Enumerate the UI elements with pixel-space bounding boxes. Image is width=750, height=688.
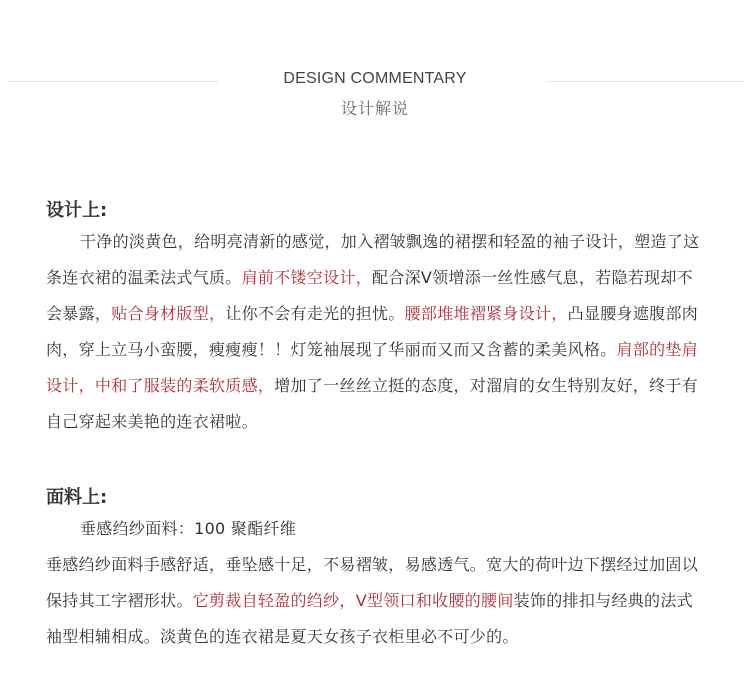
design-highlight-4: 肩部的垫肩设计，中和了服装的柔软质感， (46, 340, 699, 395)
header-title-en: DESIGN COMMENTARY (283, 70, 467, 87)
design-text-5: 增加了一丝丝立挺的态度，对溜肩的女生特别友好，终于有自己穿起来美艳的连衣裙啦。 (46, 376, 699, 431)
fabric-paragraph (46, 547, 706, 655)
design-highlight-2: 贴合身材版型， (111, 304, 226, 323)
fabric-text-2: 装饰的排扣与经典的法式袖型相辅相成。淡黄色的连衣裙是夏天女孩子衣柜里必不可少的。 (46, 591, 693, 646)
header-title-cn: 设计解说 (340, 99, 409, 118)
fabric-text-1: 垂感绉纱面料手感舒适，垂坠感十足，不易褶皱，易感透气。宽大的荷叶边下摆经过加固以保持其工字褶形状。 (46, 555, 699, 610)
design-text-1: 干净的淡黄色，给明亮清新的感觉，加入褶皱飘逸的裙摆和轻盈的袖子设计，塑造了这条连衣裙的温柔法式气质。 (46, 232, 700, 287)
design-paragraph (46, 224, 706, 440)
design-text-3: 让你不会有走光的担忧。 (225, 304, 405, 323)
design-text-4: 凸显腰身遮腹部肉肉，穿上立马小蛮腰，瘦瘦瘦！！灯笼袖展现了华丽而又而又含蓄的柔美风格。 (46, 304, 699, 359)
fabric-section-title: 面料上: (46, 487, 108, 508)
fabric-composition: 垂感绉纱面料：100 聚酯纤维 (80, 519, 297, 538)
design-section-title: 设计上: (46, 200, 108, 221)
design-highlight-3: 腰部堆堆褶紧身设计， (404, 304, 568, 323)
fabric-highlight-1: 它剪裁自轻盈的绉纱，V型领口和收腰的腰间 (192, 591, 514, 610)
design-highlight-1: 肩前不镂空设计， (241, 268, 373, 287)
design-text-2: 配合深V领增添一丝性感气息，若隐若现却不会暴露， (46, 268, 693, 323)
